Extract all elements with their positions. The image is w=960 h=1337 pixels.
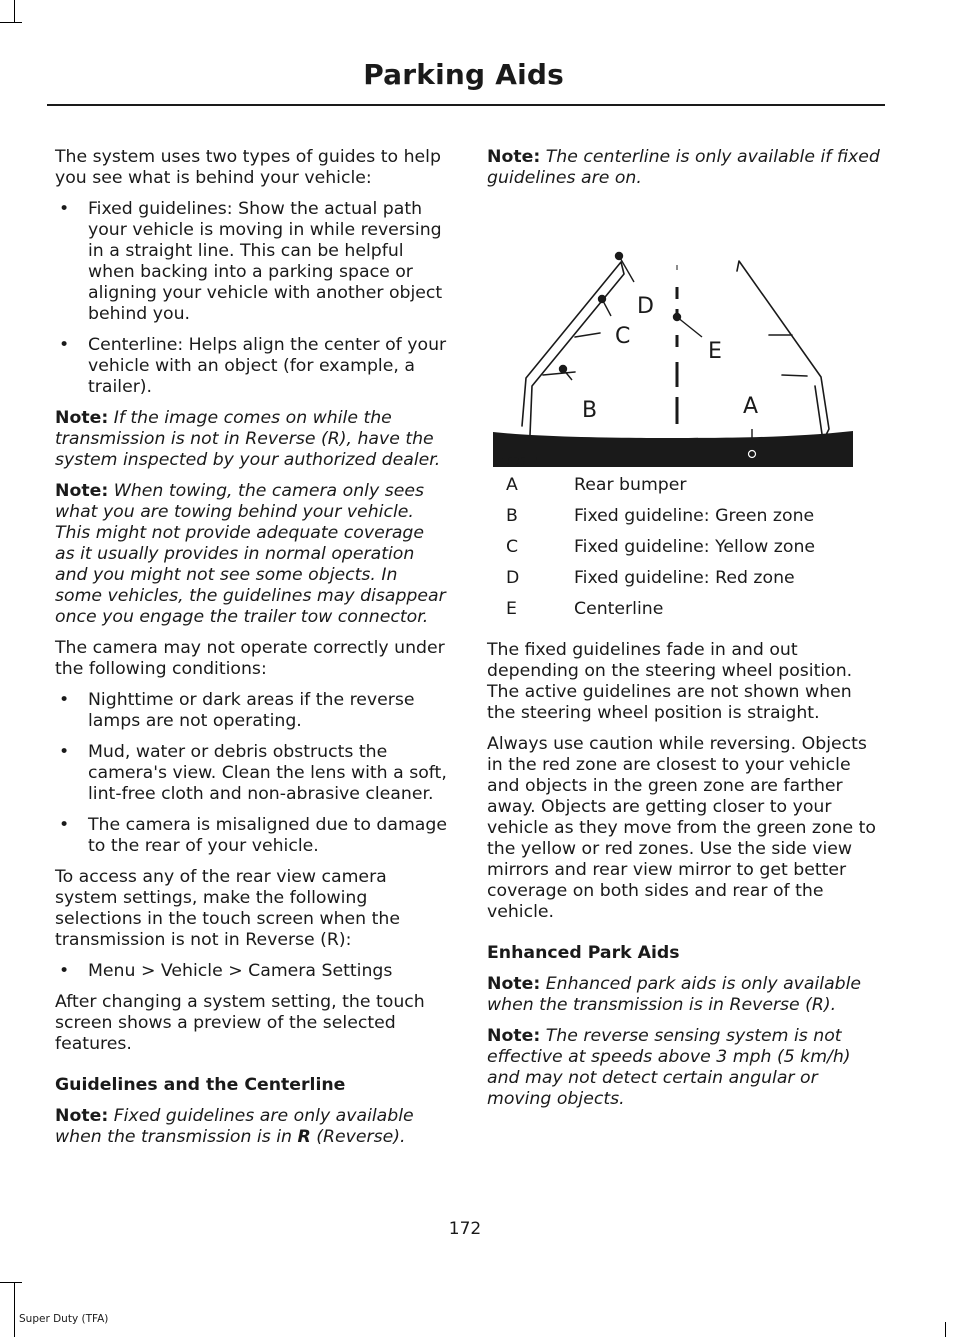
guide-types-list	[55, 199, 447, 398]
reverse-gear-letter: R	[297, 1127, 311, 1147]
conditions-list	[55, 690, 447, 857]
note-reverse-image	[55, 408, 447, 471]
figure-legend	[487, 475, 883, 630]
legend-key: B	[506, 506, 518, 526]
note-text: The reverse sensing system is not effective at speeds above 3 mph (5 km/h) and may not detect certain angular or moving objects.	[487, 1026, 851, 1109]
list-item: • Centerline: Helps align the center of your vehicle with an object (for example, a trailer).	[55, 335, 447, 398]
legend-text: Centerline	[574, 599, 664, 619]
rear-bumper-shape	[493, 431, 853, 467]
crop-mark	[14, 1282, 15, 1337]
note-text: When towing, the camera only sees what you are towing behind your vehicle. This might not provide adequate coverage as it usually provides in normal operation and you might not see some objects. In some vehicles, the guidelines may disappear once you engage the trailer tow connector.	[55, 481, 446, 627]
dot-d	[616, 253, 623, 260]
legend-row	[487, 475, 883, 506]
legend-key: C	[506, 537, 519, 557]
label-c: C	[615, 324, 631, 349]
list-item: • Nighttime or dark areas if the reverse lamps are not operating.	[55, 690, 447, 732]
label-e: E	[708, 339, 722, 364]
section-heading-enhanced-park-aids: Enhanced Park Aids	[487, 943, 680, 963]
label-a: A	[743, 394, 759, 419]
caution-paragraph: Always use caution while reversing. Objects in the red zone are closest to your vehicle and objects in the green zone are farther away. Objects are getting closer to your vehicle as they move from the green zone to the yellow or red zones. Use the side view mirrors and rear view mirror to get better coverage on both sides and rear of the vehicle.	[487, 734, 877, 922]
note-fixed-guidelines	[55, 1106, 447, 1148]
crop-mark	[14, 0, 15, 22]
intro-paragraph: The system uses two types of guides to help you see what is behind your vehicle:	[55, 147, 441, 188]
list-item: • The camera is misaligned due to damage to the rear of your vehicle.	[55, 815, 447, 857]
list-item: • Menu > Vehicle > Camera Settings	[55, 961, 447, 982]
diagram-svg	[489, 199, 856, 467]
legend-row	[487, 537, 883, 568]
crop-mark	[0, 1282, 22, 1283]
crop-mark	[0, 22, 22, 23]
right-column	[487, 147, 883, 1120]
left-column	[55, 147, 447, 1158]
note-reverse-sensing	[487, 1026, 883, 1110]
left-guideline-tick	[543, 372, 575, 375]
fade-paragraph: The fixed guidelines fade in and out depending on the steering wheel position. The active guidelines are not shown when the steering wheel position is straight.	[487, 640, 853, 723]
crop-mark	[945, 1322, 946, 1337]
note-label: Note:	[55, 481, 109, 501]
leader-e	[677, 317, 702, 337]
legend-text: Fixed guideline: Yellow zone	[574, 537, 816, 557]
left-guideline-outer	[522, 262, 624, 435]
legend-key: E	[506, 599, 517, 619]
dot-e	[674, 314, 681, 321]
legend-row	[487, 599, 883, 630]
dot-b	[560, 366, 567, 373]
note-text-part: (Reverse).	[310, 1127, 406, 1147]
note-text	[55, 1106, 414, 1147]
legend-text: Rear bumper	[574, 475, 687, 495]
settings-path-list	[55, 961, 447, 982]
label-b: B	[582, 398, 598, 423]
note-label: Note:	[487, 147, 541, 167]
legend-key: D	[506, 568, 520, 588]
right-guideline-tick	[782, 375, 807, 376]
dot-a	[749, 451, 756, 458]
page-number: 172	[448, 1219, 482, 1239]
settings-after: After changing a system setting, the touch screen shows a preview of the selected features.	[55, 992, 425, 1054]
left-guideline-tick	[575, 333, 600, 337]
note-label: Note:	[487, 1026, 541, 1046]
list-item: • Mud, water or debris obstructs the camera's view. Clean the lens with a soft, lint-free cloth and non-abrasive cleaner.	[55, 742, 447, 805]
note-text: If the image comes on while the transmission is not in Reverse (R), have the system inspected by your authorized dealer.	[55, 408, 441, 470]
legend-key: A	[506, 475, 518, 495]
rear-camera-guidelines-diagram	[489, 199, 856, 467]
dot-c	[599, 296, 606, 303]
legend-row	[487, 506, 883, 537]
legend-row	[487, 568, 883, 599]
legend-text: Fixed guideline: Red zone	[574, 568, 795, 588]
header-divider	[47, 104, 885, 106]
legend-text: Fixed guideline: Green zone	[574, 506, 815, 526]
note-text: The centerline is only available if fixed guidelines are on.	[487, 147, 880, 188]
settings-intro: To access any of the rear view camera system settings, make the following selections in the touch screen when the transmission is not in Reverse (R):	[55, 867, 400, 950]
note-centerline	[487, 147, 883, 189]
page-title: Parking Aids	[363, 58, 564, 91]
note-enhanced-park-aids	[487, 974, 883, 1016]
note-label: Note:	[487, 974, 541, 994]
footer-model: Super Duty (TFA)	[19, 1313, 109, 1325]
conditions-intro: The camera may not operate correctly under the following conditions:	[55, 638, 445, 679]
note-towing	[55, 481, 447, 628]
list-item: • Fixed guidelines: Show the actual path your vehicle is moving in while reversing in a straight line. This can be helpful when backing into a parking space or aligning your vehicle with another object behind you.	[55, 199, 447, 325]
figure-id: E163914	[493, 456, 540, 467]
note-label: Note:	[55, 1106, 109, 1126]
label-d: D	[637, 294, 654, 319]
note-text-part: Fixed guidelines are only available when the transmission is in	[55, 1106, 414, 1147]
note-label: Note:	[55, 408, 109, 428]
note-text: Enhanced park aids is only available when the transmission is in Reverse (R).	[487, 974, 862, 1015]
section-heading-guidelines: Guidelines and the Centerline	[55, 1075, 346, 1095]
